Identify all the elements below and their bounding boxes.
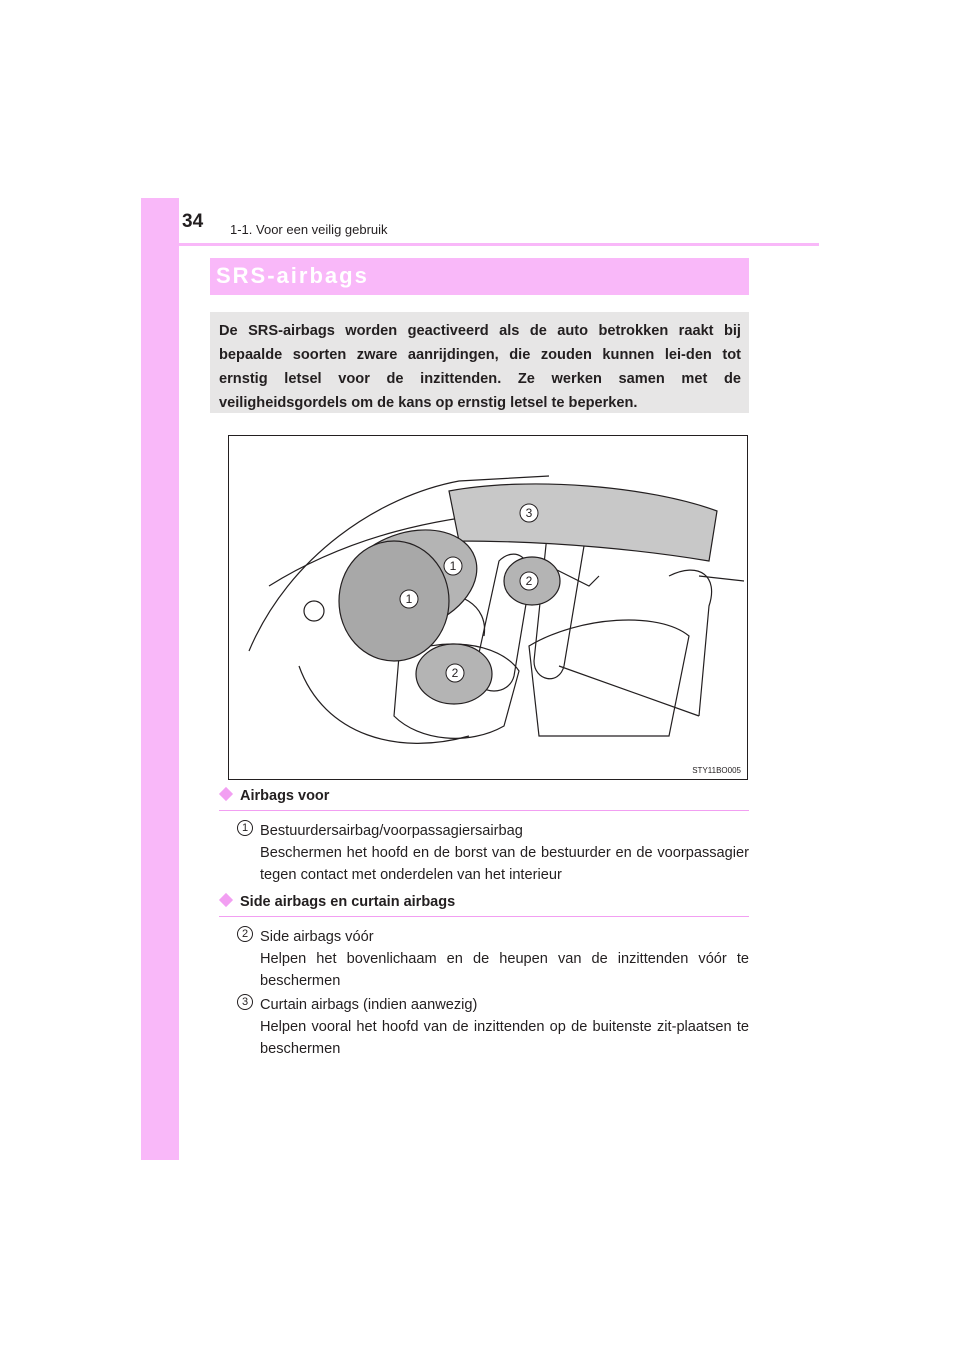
airbag-illustration bbox=[228, 435, 748, 780]
item-title: Side airbags vóór bbox=[260, 929, 374, 945]
item-number-badge: 1 bbox=[237, 820, 253, 836]
passenger-front-airbag bbox=[339, 541, 449, 661]
item-number-badge: 2 bbox=[237, 926, 253, 942]
callout-2b-label: 2 bbox=[525, 574, 533, 588]
subheading-rule bbox=[219, 916, 749, 917]
section-label: 1-1. Voor een veilig gebruik bbox=[230, 222, 388, 237]
figure-code: STY11BO005 bbox=[692, 766, 741, 775]
callout-1b-label: 1 bbox=[405, 592, 413, 606]
item-description: Helpen het bovenlichaam en de heupen van de inzittenden vóór te beschermen bbox=[260, 951, 749, 989]
subheading-label: Airbags voor bbox=[240, 788, 330, 804]
callout-2a-label: 2 bbox=[451, 666, 459, 680]
list-item bbox=[237, 926, 749, 992]
rear-headrest bbox=[669, 570, 712, 716]
subheading-side-airbags bbox=[219, 894, 455, 910]
diamond-icon bbox=[219, 893, 233, 907]
subheading-front-airbags bbox=[219, 788, 329, 804]
page-title: SRS-airbags bbox=[216, 263, 369, 288]
car-interior-drawing bbox=[229, 436, 747, 779]
intro-text: De SRS-airbags worden geactiveerd als de auto betrokken raakt bij bepaalde soorten zware aanrijdingen, die zouden kunnen lei-den tot ernstig letsel voor de inzittenden. Ze werken samen met de veiligheidsgordels om de kans op ernstig letsel te beperken. bbox=[219, 323, 741, 411]
item-title: Bestuurdersairbag/voorpassagiersairbag bbox=[260, 823, 523, 839]
title-bar bbox=[210, 258, 749, 295]
item-description: Helpen vooral het hoofd van de inzittenden op de buitenste zit-plaatsen te beschermen bbox=[260, 1019, 749, 1057]
callout-3-label: 3 bbox=[525, 506, 533, 520]
dash-vent bbox=[304, 601, 324, 621]
side-color-strip bbox=[141, 198, 179, 1160]
diamond-icon bbox=[219, 787, 233, 801]
callout-1a-label: 1 bbox=[449, 559, 457, 573]
item-title: Curtain airbags (indien aanwezig) bbox=[260, 997, 478, 1013]
item-number-badge: 3 bbox=[237, 994, 253, 1010]
intro-box bbox=[210, 312, 749, 413]
subheading-label: Side airbags en curtain airbags bbox=[240, 894, 456, 910]
list-item bbox=[237, 994, 749, 1060]
rear-line bbox=[699, 576, 744, 581]
subheading-rule bbox=[219, 810, 749, 811]
page-number: 34 bbox=[182, 211, 204, 232]
item-description: Beschermen het hoofd en de borst van de bestuurder en de voorpassagier tegen contact met onderdelen van het interieur bbox=[260, 845, 749, 883]
list-item bbox=[237, 820, 749, 886]
header-rule bbox=[141, 243, 819, 246]
